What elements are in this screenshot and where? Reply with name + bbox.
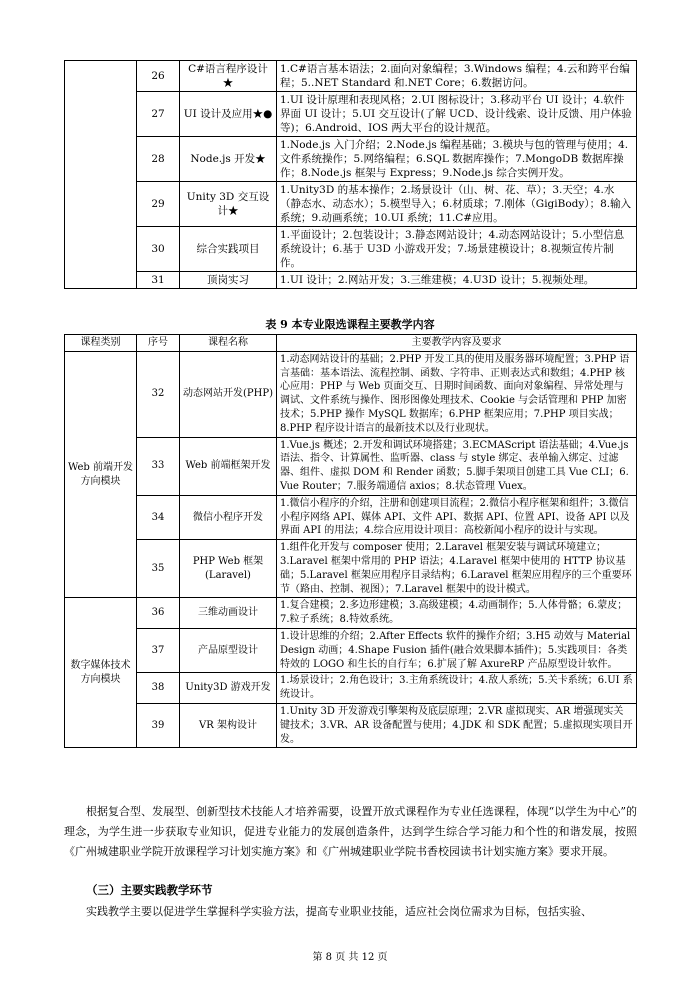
course-no: 28 xyxy=(137,137,180,182)
course-content: 1.微信小程序的介绍，注册和创建项目流程；2.微信小程序框架和组件；3.微信小程序网络 API、媒体 API、文件 API、数据 API、位置 API、设备 API 以及界面 API 的用法；4.综合应用设计项目：高校新闻小程序的设计与实现。 xyxy=(277,495,637,539)
course-name: 产品原型设计 xyxy=(180,628,277,672)
course-name: 综合实践项目 xyxy=(180,227,277,272)
table-row xyxy=(65,495,637,539)
course-name: 动态网站开发(PHP) xyxy=(180,351,277,437)
table-row xyxy=(65,628,637,672)
course-no: 35 xyxy=(137,540,180,598)
course-no: 29 xyxy=(137,182,180,227)
header-content: 主要教学内容及要求 xyxy=(277,335,637,352)
table-row xyxy=(65,272,637,289)
course-no: 32 xyxy=(137,351,180,437)
course-no: 33 xyxy=(137,437,180,495)
course-name: C#语言程序设计★ xyxy=(180,61,277,92)
course-no: 27 xyxy=(137,92,180,137)
table-row xyxy=(65,703,637,747)
category-cell-empty xyxy=(65,61,137,289)
course-name: 微信小程序开发 xyxy=(180,495,277,539)
course-content: 1.Node.js 入门介绍；2.Node.js 编程基础；3.模块与包的管理与使用；4.文件系统操作；5.网络编程；6.SQL 数据库操作；7.MongoDB 数据库操作；8.Node.js 框架与 Express；9.Node.js 综合实例开发。 xyxy=(277,137,637,182)
course-no: 37 xyxy=(137,628,180,672)
page-footer: 第 8 页 共 12 页 xyxy=(312,952,388,963)
course-content: 1.Unity3D 的基本操作；2.场景设计（山、树、花、草）；3.天空；4.水（静态水、动态水）；5.模型导入；6.材质球；7.刚体（GigiBody）；8.输入系统；9.动画系统；10.UI 系统；11.C#应用。 xyxy=(277,182,637,227)
course-content: 1.场景设计；2.角色设计；3.主角系统设计；4.敌人系统；5.关卡系统；6.UI 系统设计。 xyxy=(277,673,637,704)
course-name: Node.js 开发★ xyxy=(180,137,277,182)
course-content: 1.Vue.js 概述；2.开发和调试环境搭建；3.ECMAScript 语法基础；4.Vue.js 语法、指令、计算属性、监听器、class 与 style 绑定、表单输入绑定、过滤器、组件、虚拟 DOM 和 Render 函数；5.脚手架项目创建工具 Vue CLI；6. Vue Router；7.服务端通信 axios；8.状态管理 Vuex。 xyxy=(277,437,637,495)
header-name: 课程名称 xyxy=(180,335,277,352)
table-row xyxy=(65,92,637,137)
header-category: 课程类别 xyxy=(65,335,137,352)
paragraph-open-courses: 根据复合型、发展型、创新型技术技能人才培养需要，设置开放式课程作为专业任选课程，体现“以学生为中心”的理念，为学生进一步获取专业知识，促进专业能力的发展创造条件，达到学生综合学习能力和个性的和谐发展，按照《广州城建职业学院开放课程学习计划实施方案》和《广州城建职业学院书香校园读书计划实施方案》要求开展。 xyxy=(64,805,637,858)
course-content: 1.复合建模；2.多边形建模；3.高级建模；4.动画制作；5.人体骨骼；6.蒙皮；7.粒子系统；8.特效系统。 xyxy=(277,598,637,629)
course-no: 39 xyxy=(137,703,180,747)
course-content: 1.UI 设计；2.网站开发；3.三维建模；4.U3D 设计；5.视频处理。 xyxy=(277,272,637,289)
course-name: PHP Web 框架(Laravel) xyxy=(180,540,277,598)
paragraph-practice: 实践教学主要以促进学生掌握科学实验方法，提高专业职业技能，适应社会岗位需求为目标，包括实验、 xyxy=(86,905,592,918)
table-row xyxy=(65,227,637,272)
table-9-caption: 表 9 本专业限选课程主要教学内容 xyxy=(265,318,435,331)
course-no: 36 xyxy=(137,598,180,629)
table-row xyxy=(65,351,637,437)
course-name: VR 架构设计 xyxy=(180,703,277,747)
table-header-row xyxy=(65,335,637,352)
table-8-continued xyxy=(64,60,637,289)
course-content: 1.C#语言基本语法；2.面向对象编程；3.Windows 编程；4.云和跨平台编程；5..NET Standard 和.NET Core；6.数据访问。 xyxy=(277,61,637,92)
course-content: 1.平面设计；2.包装设计；3.静态网站设计；4.动态网站设计；5.小型信息系统设计；6.基于 U3D 小游戏开发；7.场景建模设计；8.视频宣传片制作。 xyxy=(277,227,637,272)
table-9 xyxy=(64,334,637,748)
course-content: 1.UI 设计原理和表现风格；2.UI 图标设计；3.移动平台 UI 设计；4.软件界面 UI 设计；5.UI 交互设计(了解 UCD、设计线索、设计反馈、用户体验等)；6.Android、IOS 两大平台的设计规范。 xyxy=(277,92,637,137)
course-name: Unity3D 游戏开发 xyxy=(180,673,277,704)
table-row xyxy=(65,598,637,629)
course-content: 1.设计思维的介绍；2.After Effects 软件的操作介绍；3.H5 动效与 Material Design 动画；4.Shape Fusion 插件(融合效果脚本插件)；5.实践项目：各类特效的 LOGO 和生长的自行车；6.扩展了解 AxureRP 产品原型设计软件。 xyxy=(277,628,637,672)
table-row xyxy=(65,61,637,92)
course-no: 30 xyxy=(137,227,180,272)
table-row xyxy=(65,137,637,182)
course-name: 顶岗实习 xyxy=(180,272,277,289)
course-name: Web 前端框架开发 xyxy=(180,437,277,495)
course-content: 1.Unity 3D 开发游戏引擎架构及底层原理；2.VR 虚拟现实、AR 增强现实关键技术；3.VR、AR 设备配置与使用；4.JDK 和 SDK 配置；5.虚拟现实项目开发。 xyxy=(277,703,637,747)
course-content: 1.组件化开发与 composer 使用；2.Laravel 框架安装与调试环境建立；3.Laravel 框架中常用的 PHP 语法；4.Laravel 框架中使用的 HTTP 协议基础；5.Laravel 框架应用程序目录结构；6.Laravel 框架应用程序的三个重要环节（路由、控制、视图）；7.Laravel 框架中的设计模式。 xyxy=(277,540,637,598)
course-no: 31 xyxy=(137,272,180,289)
table-row xyxy=(65,540,637,598)
course-name: 三维动画设计 xyxy=(180,598,277,629)
section-heading: （三）主要实践教学环节 xyxy=(86,883,213,897)
header-no: 序号 xyxy=(137,335,180,352)
category-cell: 数字媒体技术方向模块 xyxy=(65,598,137,748)
course-content: 1.动态网站设计的基础；2.PHP 开发工具的使用及服务器环境配置；3.PHP 语言基础：基本语法、流程控制、函数、字符串、正则表达式和数组；4.PHP 核心应用：PHP 与 Web 页面交互、日期时间函数、面向对象编程、异常处理与调试、文件系统与操作、图形图像处理技术、Cookie 与会话管理和 PHP 加密技术；5.PHP 操作 MySQL 数据库；6.PHP 框架应用；7.PHP 项目实战；8.PHP 程序设计语言的最新技术以及行业现状。 xyxy=(277,351,637,437)
table-row xyxy=(65,182,637,227)
category-cell: Web 前端开发方向模块 xyxy=(65,351,137,598)
course-no: 38 xyxy=(137,673,180,704)
course-name: Unity 3D 交互设计★ xyxy=(180,182,277,227)
course-no: 34 xyxy=(137,495,180,539)
table-row xyxy=(65,437,637,495)
course-name: UI 设计及应用★● xyxy=(180,92,277,137)
course-no: 26 xyxy=(137,61,180,92)
table-row xyxy=(65,673,637,704)
